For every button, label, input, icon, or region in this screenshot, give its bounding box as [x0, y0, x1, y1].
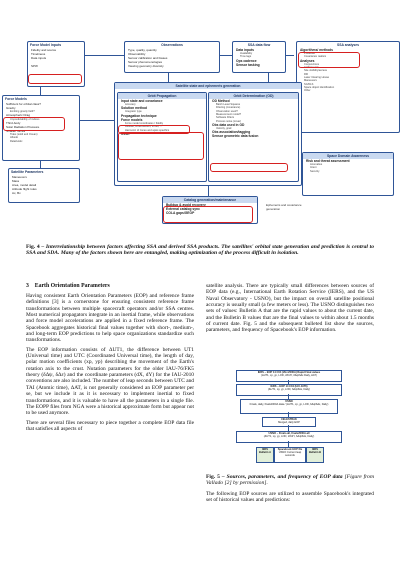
section-number: 3	[26, 283, 29, 289]
list-item: Obs data used in OD	[212, 122, 245, 127]
list-subitem: Tides (solid and Ocean)	[10, 133, 38, 137]
list-subitem: Emitting gravity field?	[10, 110, 35, 114]
ssa-data-flow-box	[232, 41, 286, 73]
list-subitem: Batch Least Squares	[216, 103, 241, 107]
list-item: Smaller forces	[6, 129, 26, 134]
highlight-ring	[118, 132, 204, 160]
space-domain-awareness-box	[302, 152, 394, 196]
paragraph: Having consistent Earth Orientation Parameters (EOP) and reference frame definitions [3] is a cornerstone for ensuring consistent reference frame transformations between multiple spacecraft operators and/or SSA centres. Most numerical propagators integrate in an inertial frame, while observations and force model accelerations are applied in a fixed reference frame. The Spacebook aggregates historical final values together with short-, medium-, and long-term EOP predictions to help space organizations standardize such transformations.	[26, 293, 194, 344]
eop-source-box	[236, 370, 342, 382]
list-item: Algorithms/ methods	[300, 48, 333, 52]
eop-bottom-box	[306, 447, 324, 463]
list-subitem: Velocity, grad	[216, 126, 232, 130]
list-subitem: Laser Clearing House	[304, 75, 330, 79]
highlight-ring	[3, 117, 65, 131]
eop-bottom-box	[256, 447, 274, 463]
list-item: Sufficient for orbital class?	[6, 102, 41, 106]
list-item: Solar Radiation Pressure	[6, 124, 40, 129]
orbit-determination-title: Orbit Determination (OD)	[209, 93, 298, 99]
list-item: SPW	[31, 64, 38, 69]
eop-source-params: (ΔUT1, xp, yp, LOD, dX/dY, δΔψ/δΔε Daily, ΔAT)	[261, 374, 317, 378]
eop-bottom-label: IERS Bulletin B	[308, 448, 322, 455]
eop-source-params: (ΔUT1, xp, yp, LOD, dX/dY, δΔψ/δΔε, Daily)	[263, 435, 315, 439]
list-subitem: Time lags	[240, 55, 252, 59]
left-column	[26, 283, 194, 435]
list-subitem: Measurement model?	[216, 112, 242, 116]
caption-text: – Sources, parameters, and frequency of EOP data	[219, 474, 343, 480]
list-subitem: Anomalies	[310, 163, 323, 167]
list-item: Sensor phenomenologies	[128, 60, 163, 65]
list-item: COLA gaps/GEOP	[166, 211, 195, 216]
list-item: Input state and covariance	[121, 99, 163, 103]
figure-4-caption	[26, 244, 374, 257]
list-subitem: RFI	[304, 72, 309, 76]
list-subitem: Integrator type	[125, 110, 142, 114]
caption-text: – Interrelationship between factors affecting SSA and derived SSA products. The satellites' orbital state generation and prediction is central to SSA and SDA. Many of the factors shown here are entangled, making optimization of the process difficult in isolation.	[26, 244, 374, 257]
list-item: Fidelity and source	[31, 48, 57, 52]
list-item: Ax, Bx	[12, 191, 21, 196]
list-subitem: Albedo	[10, 136, 19, 140]
caption-label: Fig. 4	[26, 244, 40, 250]
eop-bottom-label: USNO Current leap seconds	[278, 451, 302, 458]
list-item: Area, model detail	[12, 183, 37, 188]
figure-5	[222, 370, 360, 470]
highlight-ring	[298, 52, 360, 68]
eop-source-box	[236, 431, 342, 443]
list-item: Attitude flight rules	[12, 187, 37, 192]
list-item: Ops cadence	[236, 58, 257, 63]
list-subitem: Conjunctions	[304, 62, 319, 66]
section-title: Earth Orientation Parameters	[34, 283, 110, 289]
observations-box	[124, 41, 220, 73]
list-item: Timeliness	[31, 52, 46, 57]
list-subitem: Security	[310, 169, 320, 173]
force-models-title: Force Models	[5, 97, 27, 101]
list-item: Mass	[12, 179, 20, 184]
highlight-ring	[210, 163, 288, 172]
ssa-analyses-title: SSA analyses	[336, 43, 360, 47]
highlight-ring	[28, 74, 82, 84]
eop-source-params: Merged, daily EOP	[278, 421, 300, 425]
list-subitem: Filtering (covariance)	[216, 106, 241, 110]
eop-bottom-center: Spacebook EOP file	[277, 448, 303, 451]
section-heading	[26, 283, 194, 289]
list-item: Solution method	[121, 106, 148, 111]
list-item: Maneuvers	[12, 175, 27, 179]
list-subitem: Attitude, cross-section, thrust, ...	[125, 125, 163, 129]
list-item: Analyses	[300, 58, 315, 63]
caption-source: [Figure from Vallado [2] by permission].	[206, 474, 374, 487]
eop-source-box	[236, 384, 342, 396]
eop-source-title: IERS – EOP 14 C04 (IAU-2000A) Rapid Final values	[257, 371, 321, 374]
list-subitem: Intent	[310, 166, 317, 170]
list-subitem: Relativistic	[10, 139, 23, 143]
list-subitem: Force model coordinates / fidelity	[125, 121, 164, 125]
highlight-ring	[163, 206, 253, 223]
right-column-bottom	[206, 491, 374, 507]
list-item: Atmospheric Drag	[6, 113, 31, 118]
paragraph: satellite analysis. There are typically small differences between sources of EOP data (e.g., International Earth Rotation Service (IERS), and the US Naval Observatory - USNO), but the impact on overall satellite positional accuracy is usually small (a few meters or less). The USNO distinguishes two sets of values: Bulletin A that are the rapid values to about the current date, and the Bulletin B values that are the final values to within about 1.5 months of current date. Fig. 5 and the subsequent bulleted list show the sources, parameters, and frequency of Spacebook's EOP information.	[206, 283, 374, 334]
list-subitem: Maneuvers	[304, 79, 317, 83]
ssa-data-flow-title: SSA data flow	[247, 43, 271, 47]
right-column	[206, 283, 374, 337]
list-item: Obs association/tagging	[212, 130, 251, 135]
list-item: Sensor calibration and biases	[128, 56, 168, 61]
list-subitem: Other	[304, 89, 311, 93]
paragraph: The following EOP sources are utilized to assemble Spacebook's integrated set of historical values and predictions:	[206, 491, 374, 504]
list-item: Sensor tasking	[236, 62, 260, 67]
list-item: Viewing geometry diversity	[128, 64, 164, 69]
eop-source-params: (ΔUT1, xp, yp, LOD, δΔψ/δΔε, Daily)	[267, 388, 311, 392]
eop-source-title: IERS – EOP 14 C04 (IAU-1976)	[270, 385, 308, 388]
list-subitem: SC/DLS	[304, 82, 314, 86]
satellite-parameters-box	[8, 168, 80, 203]
list-item: Other	[121, 131, 130, 136]
figure-4	[0, 0, 400, 238]
eop-bottom-box	[274, 447, 306, 463]
list-subitem: Predicted	[304, 52, 315, 56]
eop-source-title: USNO	[285, 400, 293, 403]
list-item: Data inputs	[31, 56, 47, 61]
list-item: Propagation technique	[121, 113, 157, 118]
list-item: OD Method	[212, 99, 230, 103]
connector-line	[78, 120, 118, 121]
eop-source-box	[240, 399, 338, 414]
central-title: Satellite state and ephemeris generation	[115, 83, 301, 89]
list-item: Observability	[128, 52, 146, 57]
force-model-inputs-title: Force Model Inputs	[30, 43, 62, 47]
eop-bottom-label: IERS Bulletin A	[258, 448, 271, 455]
list-subitem: Software Filters	[216, 116, 235, 120]
list-item: Sensor geometric data fusion	[212, 134, 259, 139]
list-item: External catalog sync	[166, 207, 200, 212]
orbit-propagation-title: Orbit Propagation	[118, 93, 206, 99]
eop-source-title: CELESTRAK	[281, 418, 297, 421]
list-subitem: Harmonic of zones and apsis specifics	[125, 128, 170, 132]
list-item: Gravity	[6, 106, 16, 111]
list-subitem: Collision risk	[304, 66, 319, 70]
list-item: Buildup & avoid recovery	[166, 203, 206, 207]
eop-source-box	[262, 417, 316, 427]
ephemeris-output-label: Ephemeris and covariance generation	[266, 203, 302, 211]
figure-5-caption	[206, 474, 374, 487]
space-domain-awareness-title: Space Domain Awareness	[303, 153, 393, 159]
list-subitem: Covariance realism	[304, 55, 327, 59]
list-item: Type, quality, quantity	[128, 48, 157, 52]
list-item: Data inputs	[236, 48, 254, 52]
list-subitem: Observation used?	[216, 109, 238, 113]
eop-source-title: USNO – Finals.all, finals2000A.all	[268, 432, 310, 435]
list-subitem: Accuracy	[125, 103, 136, 107]
eop-source-params: Finals, daily, finals2000A.data / (ΔUT1, xp, yp, LOD, δΔψ/δΔε, Daily)	[249, 403, 329, 407]
list-item: Risk and threat assessment	[306, 159, 350, 163]
caption-label: Fig. 5	[206, 474, 220, 480]
observations-title: Observations	[161, 43, 183, 47]
list-subitem: Space object identification	[304, 85, 335, 89]
paragraph: There are several files necessary to piece together a complete EOP data file that satisfies all aspects of	[26, 419, 194, 432]
catalog-title: Catalog generation/maintenance	[163, 197, 257, 203]
paragraph: The EOP information consists of ΔUT1, the difference between UT1 (Universal time) and UTC (Coordinated Universal time), the length of day, polar motion coefficients (xp, yp) describing the movement of the Earth's rotation axis to the crust. Nutation parameters for the older IAU-76/FK5 theory (δΔψ, δΔε) and the coordinate parameters (dX, dY) for the IAU-2010 conventions are also included. The number of leap seconds between UTC and TAI (Atomic time), ΔAT, is not generally considered an EOP parameter per se, but we include it as it is necessary to implement inertial to fixed transformations, and it is valuable to have all the parameters in a single file. The EOPP files from NGA were a historical approximate form but appear not to be used anymore.	[26, 346, 194, 417]
list-item: Third-body	[6, 120, 21, 125]
list-subitem: Availability	[240, 52, 253, 56]
list-item: Force models	[121, 117, 143, 122]
satellite-parameters-title: Satellite Parameters	[11, 170, 44, 174]
list-subitem: Site visibility/access	[304, 69, 327, 73]
list-subitem: Unpredictability of indices	[10, 117, 40, 121]
list-subitem: Process noise (covar)	[216, 119, 242, 123]
